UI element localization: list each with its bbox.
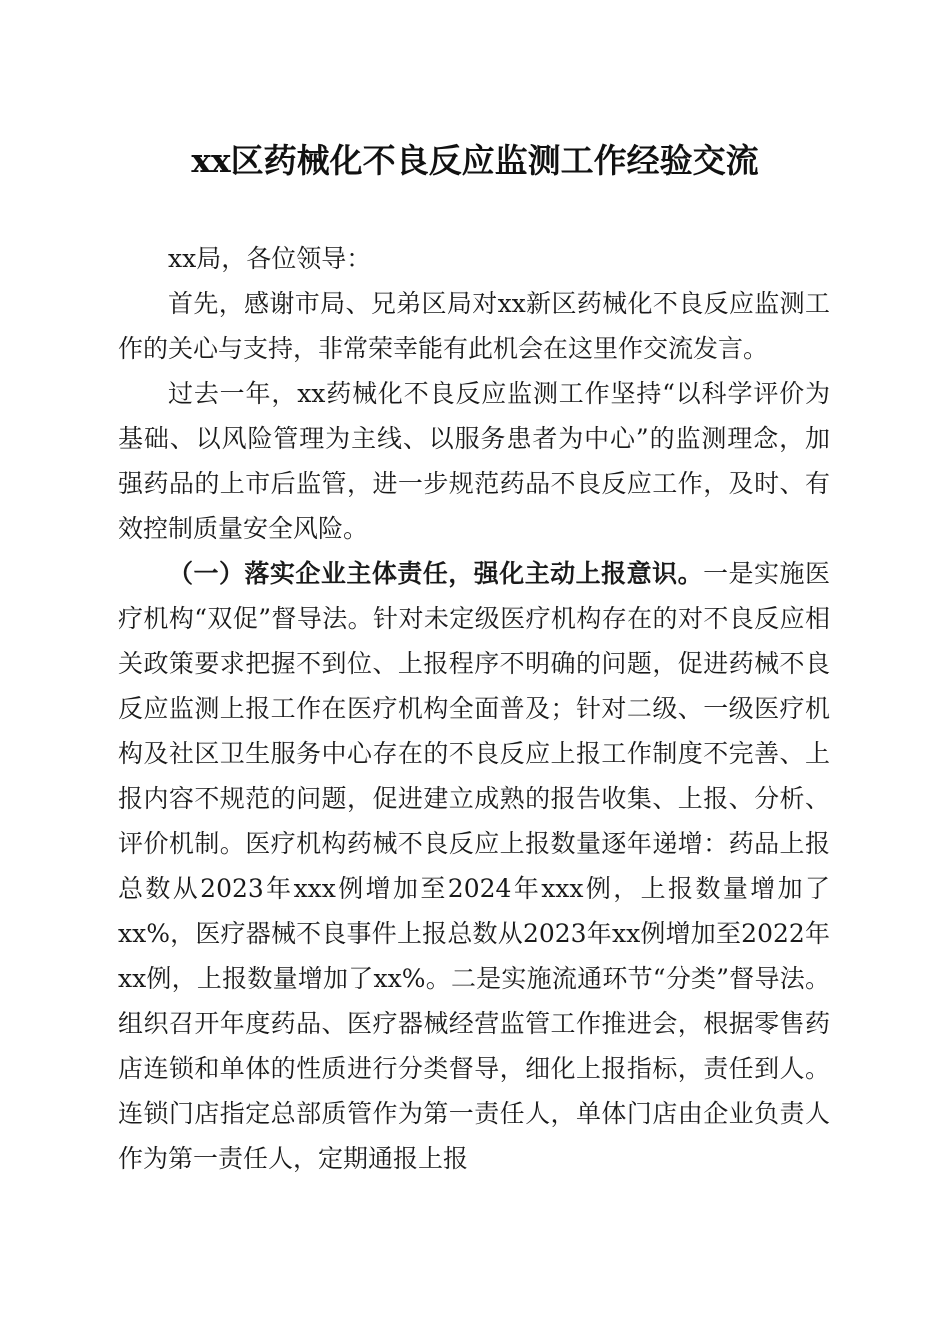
section-1-body: 一是实施医疗机构“双促”督导法。针对未定级医疗机构存在的对不良反应相关政策要求把握不到位、上报程序不明确的问题，促进药械不良反应监测上报工作在医疗机构全面普及；针对二级、一级医疗机构及社区卫生服务中心存在的不良反应上报工作制度不完善、上报内容不规范的问题，促进建立成熟的报告收集、上报、分析、评价机制。医疗机构药械不良反应上报数量逐年递增：药品上报总数从2023年xxx例增加至2024年xxx例，上报数量增加了xx%，医疗器械不良事件上报总数从2023年xx例增加至2022年xx例，上报数量增加了xx%。二是实施流通环节“分类”督导法。组织召开年度药品、医疗器械经营监管工作推进会，根据零售药店连锁和单体的性质进行分类督导，细化上报指标，责任到人。连锁门店指定总部质管作为第一责任人，单体门店由企业负责人作为第一责任人，定期通报上报 [118,559,830,1173]
document-body [118,236,830,1181]
paragraph-section-1 [118,551,830,1181]
document-title: xx区药械化不良反应监测工作经验交流 [191,141,759,180]
paragraph-overview: 过去一年，xx药械化不良反应监测工作坚持“以科学评价为基础、以风险管理为主线、以服务患者为中心”的监测理念，加强药品的上市后监管，进一步规范药品不良反应工作，及时、有效控制质量安全风险。 [118,379,830,543]
salutation: xx局，各位领导： [168,244,372,273]
section-1-heading: （一）落实企业主体责任，强化主动上报意识。 [168,559,704,588]
paragraph-intro: 首先，感谢市局、兄弟区局对xx新区药械化不良反应监测工作的关心与支持，非常荣幸能有此机会在这里作交流发言。 [118,289,830,363]
